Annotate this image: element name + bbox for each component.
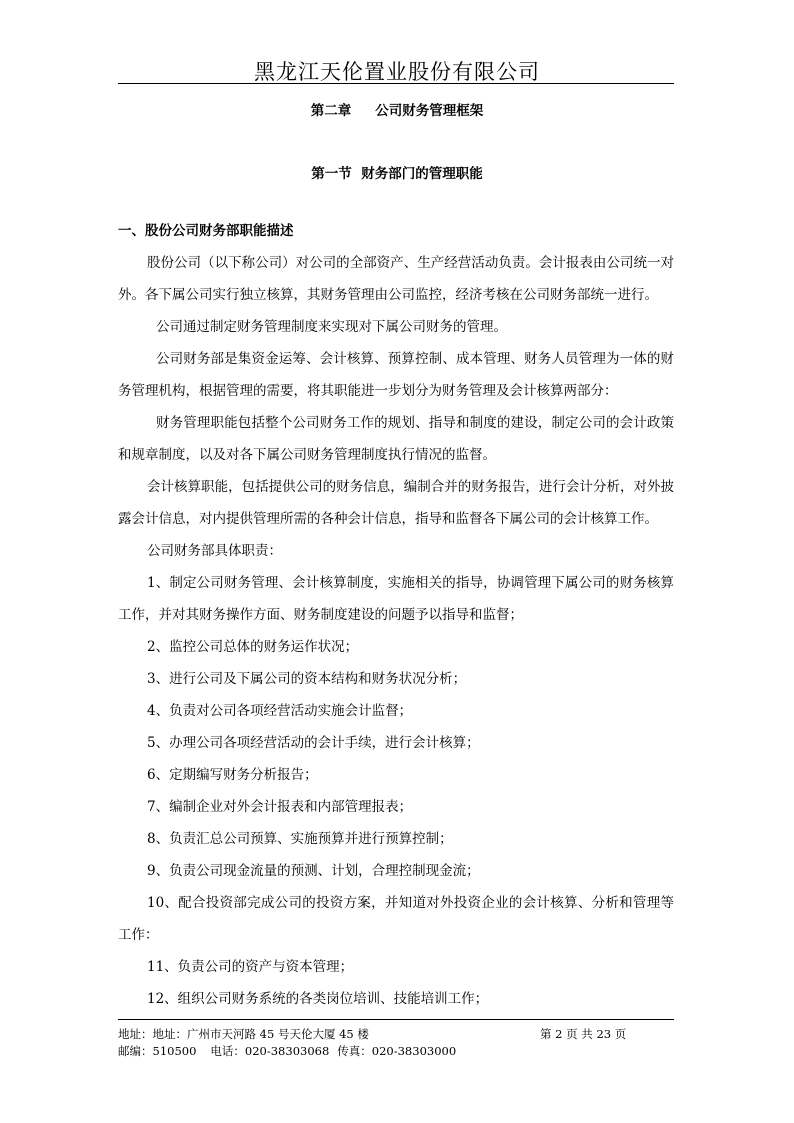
list-item: 2、监控公司总体的财务运作状况； <box>147 639 359 655</box>
footer-contact <box>118 1043 674 1059</box>
paragraph: 会计核算职能，包括提供公司的财务信息，编制合并的财务报告，进行会计分析，对外披露会计信息，对内提供管理所需的各种会计信息，指导和监督各下属公司的会计核算工作。 <box>118 479 674 527</box>
section-title: 第一节 财务部门的管理职能 <box>311 166 483 182</box>
footer-phone: 电话：020-38303068 <box>210 1044 330 1058</box>
list-item: 6、定期编写财务分析报告； <box>147 767 318 783</box>
section-heading: 一、股份公司财务部职能描述 <box>118 223 294 239</box>
list-item: 12、组织公司财务系统的各类岗位培训、技能培训工作； <box>147 991 489 1007</box>
paragraph: 股份公司（以下称公司）对公司的全部资产、生产经营活动负责。会计报表由公司统一对外。各下属公司实行独立核算，其财务管理由公司监控，经济考核在公司财务部统一进行。 <box>118 255 674 303</box>
list-item: 10、配合投资部完成公司的投资方案，并知道对外投资企业的会计核算、分析和管理等工作： <box>118 895 674 943</box>
list-item: 4、负责对公司各项经营活动实施会计监督； <box>147 703 413 719</box>
company-header: 黑龙江天伦置业股份有限公司 <box>254 60 540 84</box>
body-text <box>118 247 674 1015</box>
paragraph: 公司财务部是集资金运筹、会计核算、预算控制、成本管理、财务人员管理为一体的财务管理机构，根据管理的需要，将其职能进一步划分为财务管理及会计核算两部分： <box>118 351 674 399</box>
list-item: 1、制定公司财务管理、会计核算制度，实施相关的指导，协调管理下属公司的财务核算工作，并对其财务操作方面、财务制度建设的问题予以指导和监督； <box>118 575 674 623</box>
list-item: 7、编制企业对外会计报表和内部管理报表； <box>147 799 413 815</box>
list-item: 5、办理公司各项经营活动的会计手续，进行会计核算； <box>147 735 480 751</box>
footer-rule <box>118 1019 674 1020</box>
paragraph: 公司财务部具体职责： <box>147 543 282 559</box>
page-number: 第 2 页 共 23 页 <box>540 1027 627 1041</box>
footer-postcode: 邮编：510500 <box>118 1044 197 1058</box>
chapter-title <box>0 99 794 119</box>
list-item: 8、负责汇总公司预算、实施预算并进行预算控制； <box>147 831 453 847</box>
header-rule <box>118 83 674 84</box>
list-item: 11、负责公司的资产与资本管理； <box>147 959 354 975</box>
list-item: 9、负责公司现金流量的预测、计划，合理控制现金流； <box>147 863 480 879</box>
list-item: 3、进行公司及下属公司的资本结构和财务状况分析； <box>147 671 467 687</box>
chapter-number: 第二章 <box>310 103 352 119</box>
paragraph: 公司通过制定财务管理制度来实现对下属公司财务的管理。 <box>156 319 507 335</box>
paragraph: 财务管理职能包括整个公司财务工作的规划、指导和制度的建设，制定公司的会计政策和规章制度，以及对各下属公司财务管理制度执行情况的监督。 <box>118 415 674 463</box>
footer-fax: 传真：020-38303000 <box>337 1044 457 1058</box>
footer-address: 地址：地址：广州市天河路 45 号天伦大厦 45 楼 <box>118 1027 369 1041</box>
chapter-name: 公司财务管理框架 <box>375 103 484 119</box>
